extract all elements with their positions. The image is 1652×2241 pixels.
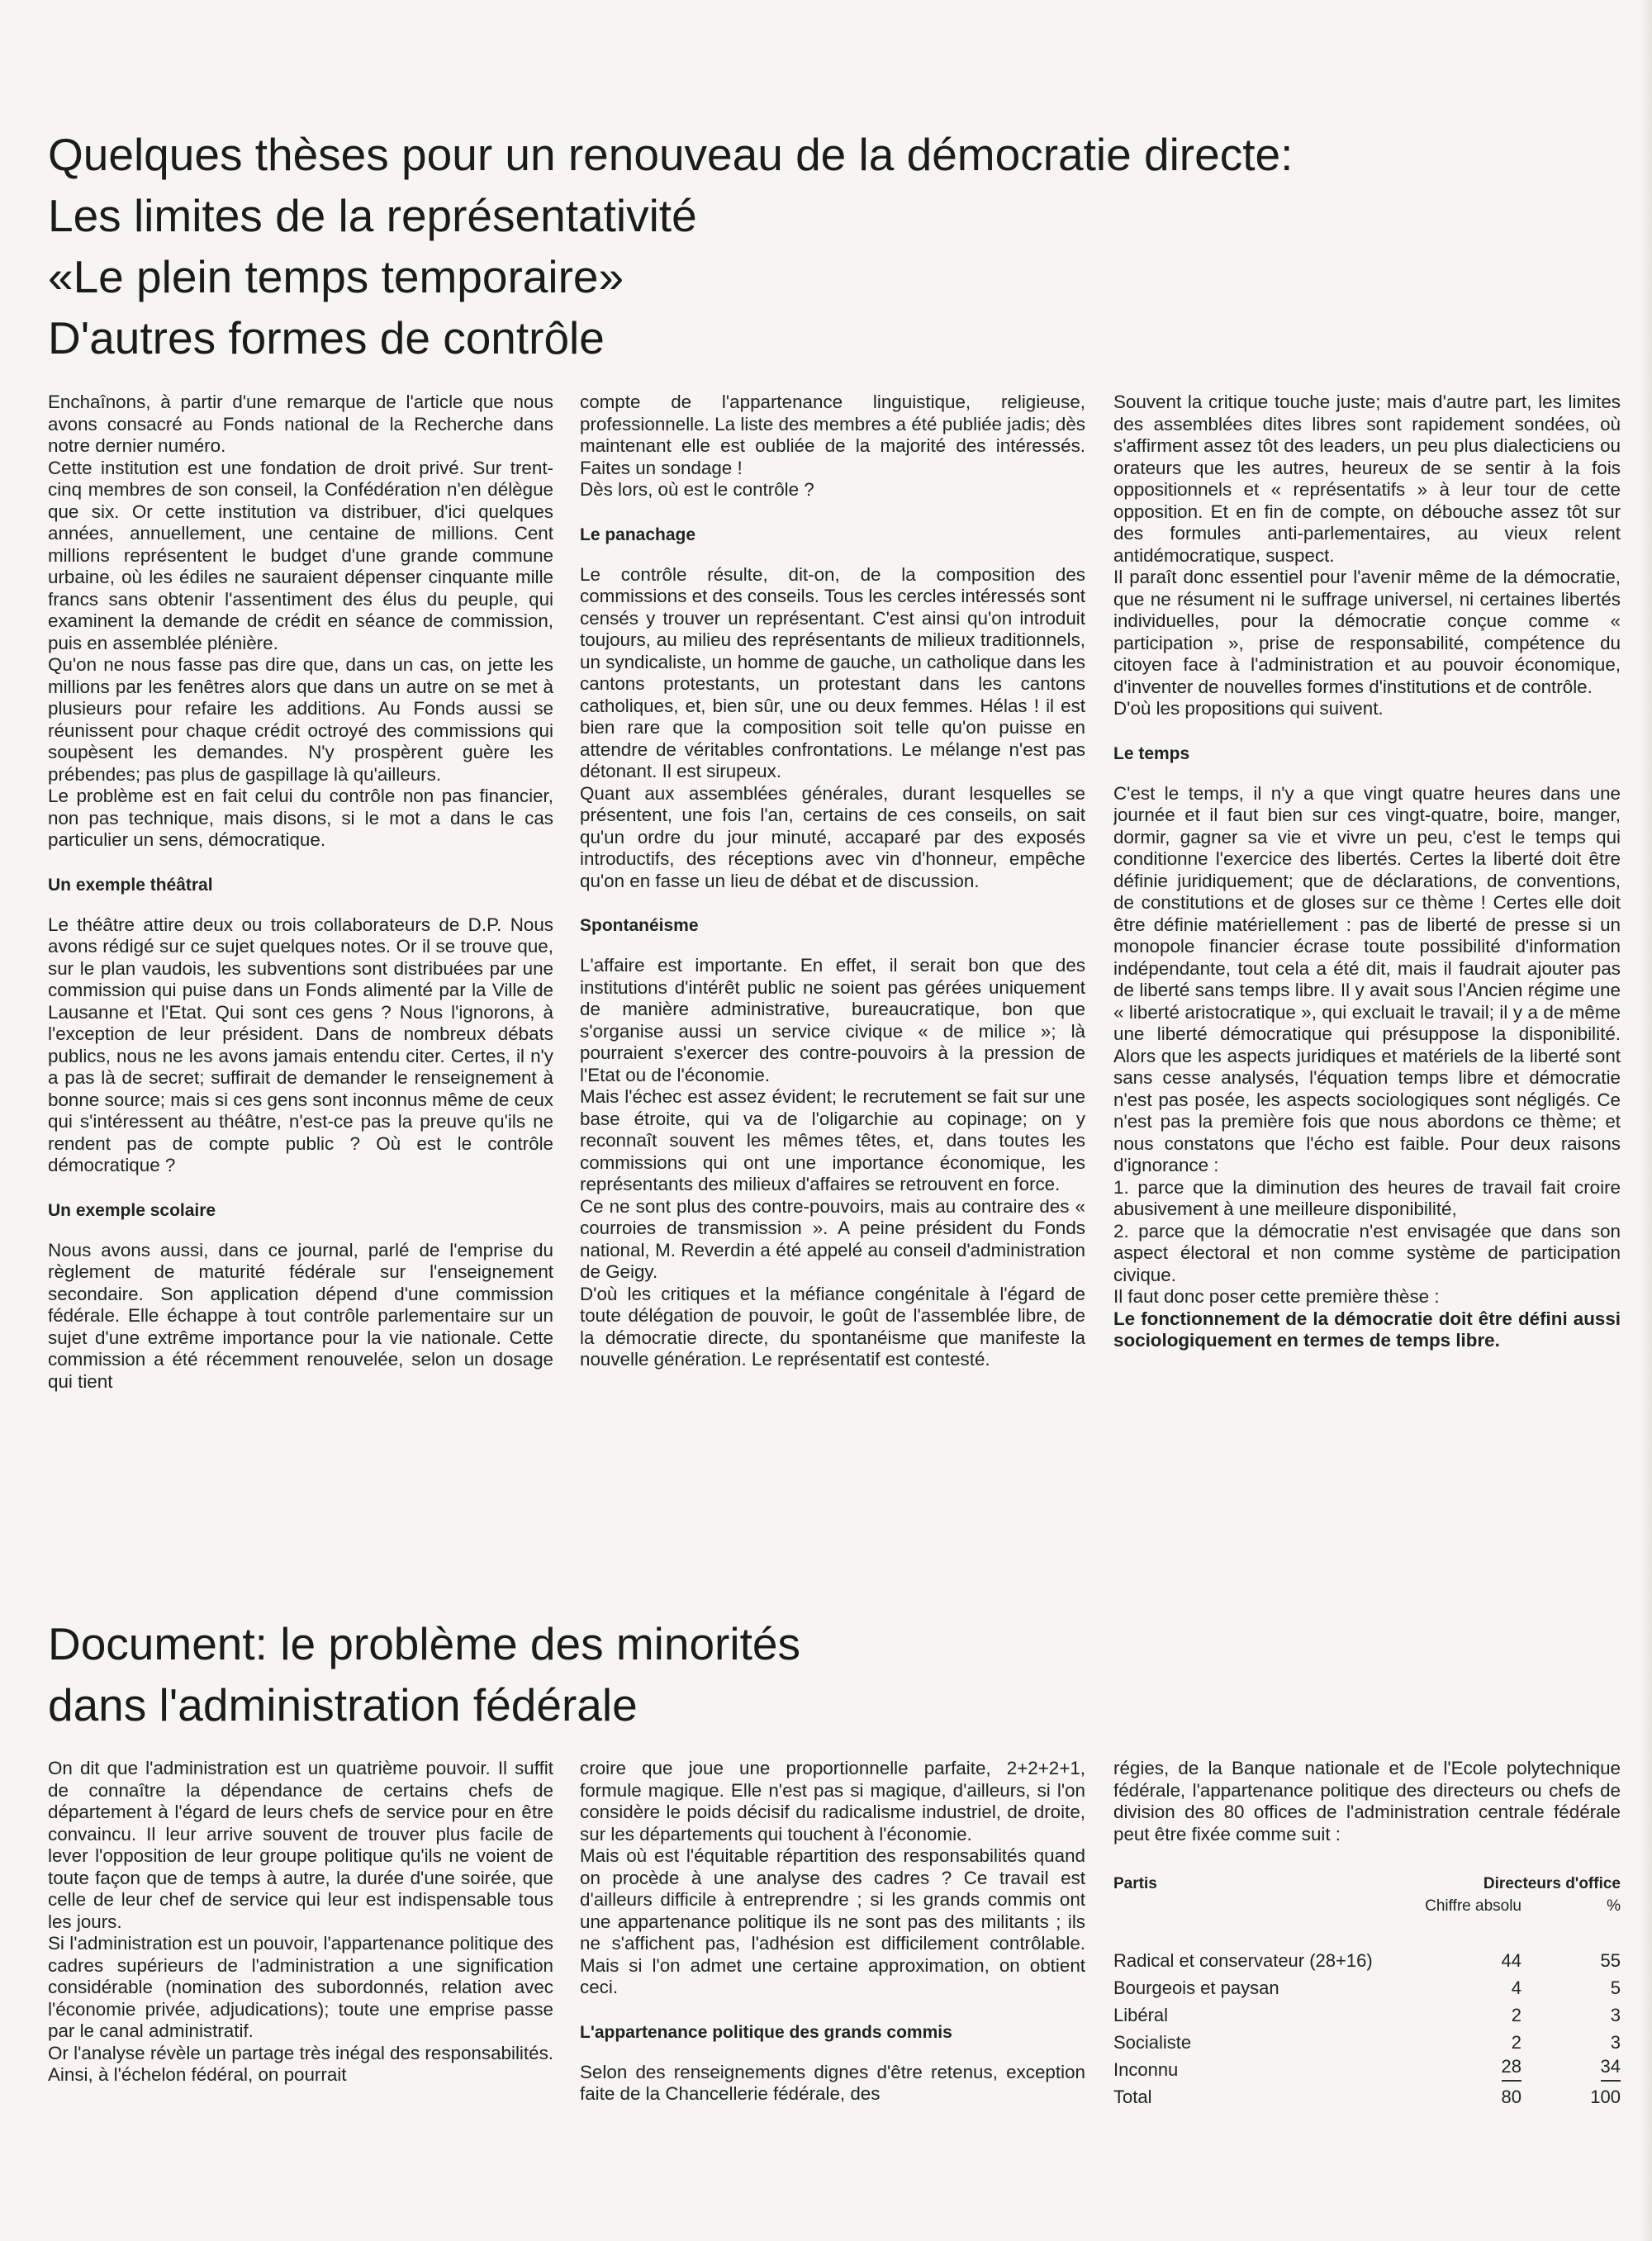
party-name: Libéral <box>1113 2005 1169 2025</box>
paragraph: L'affaire est importante. En effet, il serait bon que des institutions d'intérêt public ne soient pas gérées uniquement de manière administrative, bureaucratique, bon que s'organise aussi un service civique « de milice »; là pourraient s'exercer des contre-pouvoirs à la pression de l'Etat ou de l'économie. <box>580 955 1085 1085</box>
paragraph: régies, de la Banque nationale et de l'Ecole polytechnique fédérale, l'appartenance politique des directeurs ou chefs de division des 80 offices de l'administration centrale fédérale peut être fixée comme suit : <box>1113 1758 1621 1845</box>
document-title <box>48 1613 800 1735</box>
title-line: Document: le problème des minorités <box>48 1618 800 1669</box>
paragraph: Souvent la critique touche juste; mais d'autre part, les limites des assemblées dites libres sont rapidement sondées, où s'affirment assez tôt des leaders, un peu plus dialecticiens ou orateurs que les autres, heureux de se sentir à la fois oppositionnels et « représentatifs » à leur tour de cette opposition. Et en fin de compte, on débouche assez tôt sur des formules anti-parlementaires, au vieux relent antidémocratique, suspect. <box>1113 392 1621 566</box>
header-directors: Directeurs d'office <box>1483 1875 1621 1892</box>
paragraph: Mais où est l'équitable répartition des responsabilités quand on procède à une analyse des cadres ? Ce travail est d'ailleurs difficile à entreprendre ; si les grands commis ont une appartenance politique ils ne sont pas des militants ; ils ne s'affichent pas, l'adhésion est difficilement contrôlable. Mais si l'on admet une certaine approximation, on obtient ceci. <box>580 1845 1085 1997</box>
header-parties: Partis <box>1113 1875 1157 1892</box>
percent-value: 55 <box>1600 1950 1621 1971</box>
table-row <box>1113 1945 1621 1973</box>
paragraph: C'est le temps, il n'y a que vingt quatre heures dans une journée et il faut bien sur ces vingt-quatre, boire, manger, dormir, gagner sa vie et vivre un peu, c'est le temps qui conditionne l'exercice des libertés. Certes la liberté doit être définie juridiquement; que de déclarations, de conventions, de constitutions et de gloses sur ce thème ! Certes elle doit être définie matériellement : pas de liberté de presse si un monopole financier écrase toute possibilité d'information indépendante, tout cela a été dit, mais il faudrait ajouter pas de liberté sans temps libre. Il y avait sous l'Ancien régime une « liberté aristocratique », qui excluait le travail; il y a de même une liberté démocratique qui présuppose la disponibilité. Alors que les aspects juridiques et matériels de la liberté sont sans cesse analysés, l'équation temps libre et démocratie n'est pas posée, les aspects sociologiques sont négligés. Ce n'est pas la première fois que nous abordons ce thème; et nous constatons que l'écho est faible. Pour deux raisons d'ignorance : <box>1113 782 1621 1175</box>
paragraph: Le théâtre attire deux ou trois collaborateurs de D.P. Nous avons rédigé sur ce sujet quelques notes. Or il se trouve que, sur le plan vaudois, les subventions sont distribuées par une commission qui puise dans un Fonds alimenté par la Ville de Lausanne et l'Etat. Qui sont ces gens ? Nous l'ignorons, à l'exception de leur président. Dans de nombreux débats publics, nous ne les avons jamais entendu citer. Certes, il n'y a pas là de secret; suffirait de demander le renseignement à bonne source; mais si ces gens sont inconnus même de ceux qui s'intéressent au théâtre, n'est-ce pas la preuve qu'ils ne rendent pas de compte public ? Où est le contrôle démocratique ? <box>48 914 553 1175</box>
title-line: Quelques thèses pour un renouveau de la démocratie directe: <box>48 129 1294 180</box>
table-row <box>1113 2000 1621 2027</box>
title-line: dans l'administration fédérale <box>48 1679 638 1731</box>
article-column-1 <box>48 392 553 1393</box>
paragraph: Cette institution est une fondation de droit privé. Sur trent-cinq membres de son conseil, la Confédération n'en délègue que six. Or cette institution va distribuer, d'ici quelques années, annuellement, une centaine de millions. Cent millions représentent le budget d'une grande commune urbaine, où les édiles ne sauraient dépenser cinquante mille francs sans obtenir l'assentiment des élus du peuple, qui examinent la demande de crédit en séance de commission, puis en assemblée plénière. <box>48 457 553 653</box>
party-affiliation-table <box>1113 1873 1621 2109</box>
page-edge-shadow <box>1640 0 1652 2241</box>
absolute-value: 4 <box>1511 1977 1521 1998</box>
table-row <box>1113 2054 1621 2082</box>
paragraph: Le problème est en fait celui du contrôle non pas financier, non pas technique, mais disons, si le mot a dans le cas particulier un sens, démocratique. <box>48 786 553 850</box>
paragraph: Mais l'échec est assez évident; le recrutement se fait sur une base étroite, qui va de l'oligarchie au copinage; on y reconnaît souvent les mêmes têtes, et, dans toutes les commissions qui ont une importance économique, les représentants des milieux d'affaires se retrouvent en force. <box>580 1086 1085 1194</box>
thesis-statement: Le fonctionnement de la démocratie doit être défini aussi sociologiquement en termes de temps libre. <box>1113 1308 1621 1351</box>
paragraph: croire que joue une proportionnelle parfaite, 2+2+2+1, formule magique. Elle n'est pas si magique, d'ailleurs, si l'on considère le poids décisif du radicalisme industriel, de droite, sur les départements qui touchent à l'économie. <box>580 1758 1085 1845</box>
article-column-3 <box>1113 392 1621 1352</box>
title-line: D'autres formes de contrôle <box>48 312 605 363</box>
table-row <box>1113 2027 1621 2054</box>
paragraph: Le contrôle résulte, dit-on, de la composition des commissions et des conseils. Tous les cercles intéressés sont censés y trouver un représentant. C'est ainsi qu'on introduit toujours, au milieu des représentants de milieux traditionnels, un syndicaliste, un homme de gauche, un catholique dans les cantons protestants, un protestant dans les cantons catholiques, et, bien sûr, une ou deux femmes. Hélas ! il est bien rare que la composition soit telle qu'on puisse en attendre de véritables confrontations. Le mélange n'est pas détonant. Il est sirupeux. <box>580 563 1085 781</box>
section-heading: Un exemple théâtral <box>48 875 213 895</box>
paragraph: Nous avons aussi, dans ce journal, parlé de l'emprise du règlement de maturité fédérale sur l'enseignement secondaire. Son application dépend d'une commission fédérale. Elle échappe à tout contrôle parlementaire sur un sujet d'une extrême importance pour la vie nationale. Cette commission a été récemment renouvelée, selon un dosage qui tient <box>48 1239 553 1392</box>
absolute-value: 44 <box>1501 1950 1521 1971</box>
percent-value: 3 <box>1610 2032 1621 2053</box>
paragraph: D'où les propositions qui suivent. <box>1113 698 1384 719</box>
total-percent: 100 <box>1590 2087 1621 2107</box>
section-heading: Spontanéisme <box>580 916 699 935</box>
absolute-value: 2 <box>1511 2032 1521 2053</box>
party-name: Inconnu <box>1113 2059 1179 2080</box>
header-percent: % <box>1607 1897 1621 1915</box>
paragraph: Il paraît donc essentiel pour l'avenir même de la démocratie, que ne résument ni le suffrage universel, ni certaines libertés individuelles, pour la démocratie conçue comme « participation », prise de responsabilité, compétence du citoyen face à l'administration et au pouvoir économique, d'inventer de nouvelles formes d'institutions et de contrôle. <box>1113 567 1621 697</box>
paragraph: On dit que l'administration est un quatrième pouvoir. Il suffit de connaître la dépendance de certains chefs de département à l'égard de leurs chefs de service pour en être convaincu. Il leur arrive souvent de trouver plus facile de lever l'opposition de leur groupe politique qu'ils ne voient de toute façon que de temps à autre, la durée d'une soirée, que celle de leur chef de service qui leur est indispensable tous les jours. <box>48 1758 553 1932</box>
party-name: Radical et conservateur (28+16) <box>1113 1950 1373 1971</box>
paragraph: D'où les critiques et la méfiance congénitale à l'égard de toute délégation de pouvoir, le goût de l'assemblée libre, de la démocratie directe, du spontanéisme que manifeste la nouvelle génération. Le représentatif est contesté. <box>580 1283 1085 1370</box>
paragraph: Quant aux assemblées générales, durant lesquelles se présentent, une fois l'an, certains de ces conseils, on sait qu'un ordre du jour minuté, accaparé par des exposés introductifs, des réceptions avec vin d'honneur, empêche qu'on en fasse un lieu de débat et de discussion. <box>580 782 1085 891</box>
paragraph: Il faut donc poser cette première thèse : <box>1113 1286 1440 1307</box>
section-heading: Le temps <box>1113 743 1190 763</box>
absolute-value: 2 <box>1511 2005 1521 2025</box>
document-column-2 <box>580 1758 1085 2163</box>
total-label: Total <box>1113 2087 1152 2107</box>
section-heading: Un exemple scolaire <box>48 1200 216 1220</box>
paragraph: Or l'analyse révèle un partage très inégal des responsabilités. Ainsi, à l'échelon fédéral, on pourrait <box>48 2042 553 2085</box>
section-heading: L'appartenance politique des grands commis <box>580 2022 952 2042</box>
party-name: Socialiste <box>1113 2032 1192 2053</box>
table-total-row <box>1113 2082 1621 2109</box>
percent-value: 34 <box>1601 2056 1621 2082</box>
paragraph: Qu'on ne nous fasse pas dire que, dans un cas, on jette les millions par les fenêtres alors que dans un autre on se met à plusieurs pour refaire les additions. Au Fonds aussi se réunissent pour chaque crédit octroyé des commissions qui soupèsent les demandes. N'y prospèrent guère les prébendes; pas plus de gaspillage là qu'ailleurs. <box>48 654 553 785</box>
list-item: 1. parce que la diminution des heures de travail fait croire abusivement à une meilleure disponibilité, <box>1113 1176 1621 1219</box>
article-column-2 <box>580 392 1085 1371</box>
paragraph: Enchaînons, à partir d'une remarque de l'article que nous avons consacré au Fonds national de la Recherche dans notre dernier numéro. <box>48 392 553 456</box>
document-column-3 <box>1113 1758 1621 2109</box>
paragraph: Ce ne sont plus des contre-pouvoirs, mais au contraire des « courroies de transmission ». A peine président du Fonds national, M. Reverdin a été appelé au conseil d'administration de Geigy. <box>580 1195 1085 1282</box>
paragraph: Dès lors, où est le contrôle ? <box>580 479 814 500</box>
absolute-value: 28 <box>1502 2056 1521 2082</box>
document-column-1 <box>48 1758 553 2163</box>
article-title <box>48 124 1293 368</box>
total-absolute: 80 <box>1501 2087 1521 2107</box>
header-absolute: Chiffre absolu <box>1425 1897 1521 1915</box>
paragraph: Selon des renseignements dignes d'être retenus, exception faite de la Chancellerie fédérale, des <box>580 2061 1085 2104</box>
paragraph: compte de l'appartenance linguistique, religieuse, professionnelle. La liste des membres a été publiée jadis; dès maintenant elle est oubliée de la majorité des intéressés. Faites un sondage ! <box>580 392 1085 478</box>
title-line: Les limites de la représentativité <box>48 190 697 241</box>
title-line: «Le plein temps temporaire» <box>48 251 624 302</box>
list-item: 2. parce que la démocratie n'est envisagée que dans son aspect électoral et non comme système de participation civique. <box>1113 1220 1621 1285</box>
percent-value: 3 <box>1610 2005 1621 2025</box>
party-name: Bourgeois et paysan <box>1113 1977 1279 1998</box>
table-subheader-row <box>1113 1896 1621 1929</box>
paragraph: Si l'administration est un pouvoir, l'appartenance politique des cadres supérieurs de l'administration a une signification considérable (nomination des subordonnés, relation avec l'économie privée, adjudications); toute une emprise passe par le canal administratif. <box>48 1933 553 2041</box>
table-header-row <box>1113 1873 1621 1896</box>
section-heading: Le panachage <box>580 525 696 544</box>
percent-value: 5 <box>1610 1977 1621 1998</box>
table-row <box>1113 1973 1621 2000</box>
